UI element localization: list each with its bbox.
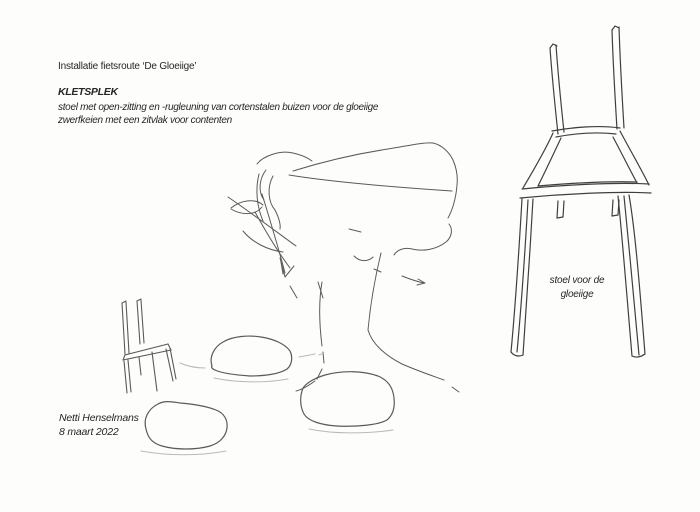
sketch-date: 8 maart 2022 [59,425,119,438]
chair-caption-line1: stoel voor de [549,275,605,286]
document-title: Installatie fietsroute ‘De Gloeiige’ [58,61,197,72]
project-description-line1: stoel met open-zitting en -rugleuning van cortenstalen buizen voor de gloeiige [58,102,379,113]
rear-right-leg [612,200,613,216]
boulder-upper [211,336,292,376]
signature-block [59,412,139,439]
tree-sketch [228,143,459,392]
chair-caption-line2: gloeiige [560,289,594,300]
ground-shading [141,353,393,455]
chair-caption [517,274,637,302]
boulders-sketch [145,336,394,449]
project-name: KLETSPLEK [58,86,118,98]
boulder-lower-left [145,402,227,449]
large-chair-drawing [511,26,651,357]
small-chair-sketch [122,299,176,393]
seat-back-rail [552,127,620,131]
project-description-line2: zwerfkeien met een zitvlak voor contenten [58,115,232,126]
backrest-right-post [612,30,617,129]
boulder-lower-right [301,372,395,427]
artist-name: Netti Henselmans [59,412,139,424]
seat-left-rail [523,133,553,188]
rear-left-leg [557,201,558,218]
